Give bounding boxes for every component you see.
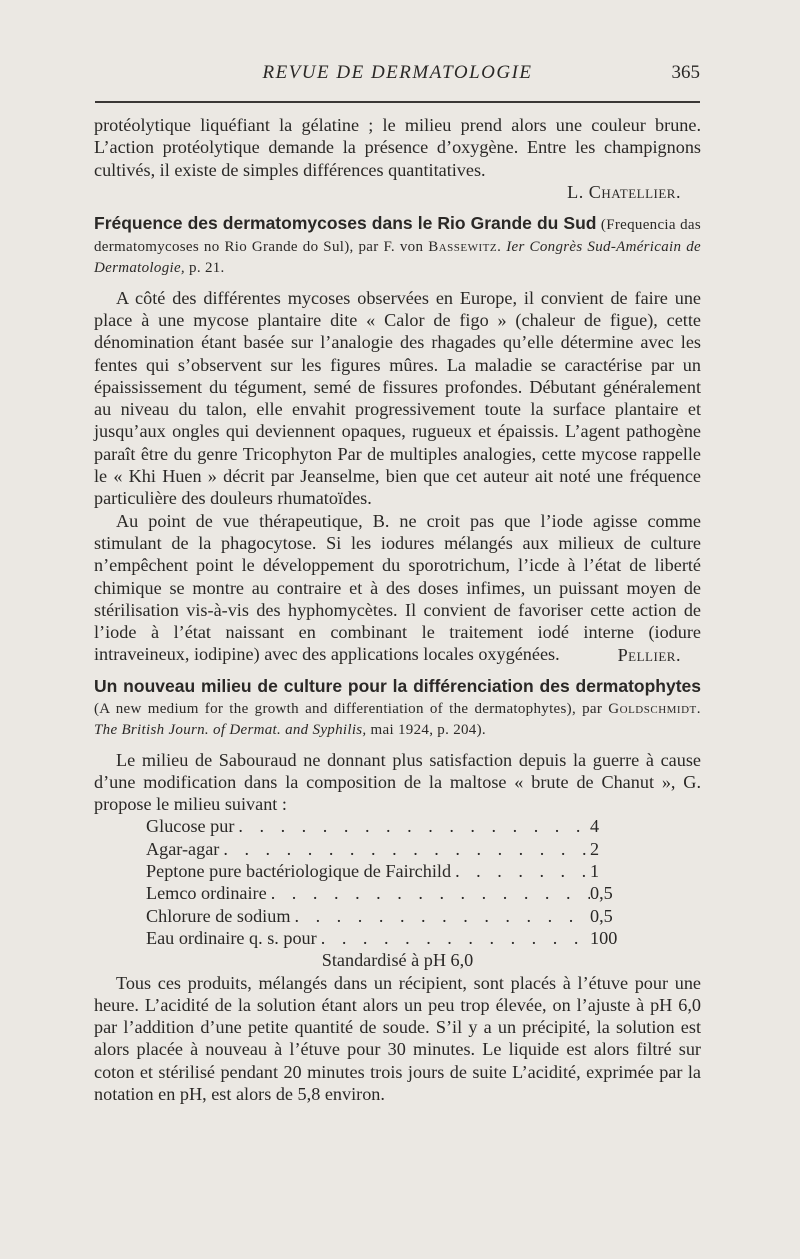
running-title: REVUE DE DERMATOLOGIE: [262, 62, 533, 83]
page-header: [95, 62, 700, 92]
standardised-line: Standardisé à pH 6,0: [321, 950, 474, 971]
article1-paragraph-2: Au point de vue thérapeutique, B. ne croit pas que l’iode agisse comme stimulant de la phagocytose. Si les iodures mélangés aux milieux de culture n’empêchent point le développement du sporotrichum, l’icde à l’état de liberté chimique se montre au contraire et à des doses infimes, un puissant moyen de stérilisation vis-à-vis des hyphomycètes. Il convient de favoriser cette action de l’iode à l’état naissant en combinant le traitement iodé interne (iodure intraveineux, iodipine) avec des applications locales oxygénées.: [94, 510, 701, 665]
reference-original-title-1: (Frequencia das dermatomycoses no Rio Grande do Sul), par F. von: [94, 217, 701, 255]
ingredient-quantity: 0,5: [590, 883, 613, 904]
article-heading-2: [94, 676, 701, 741]
ingredient-quantity: 1: [590, 861, 600, 882]
recipe-row: [146, 815, 622, 837]
ingredient-name: Eau ordinaire q. s. pour: [146, 927, 317, 948]
ingredient-quantity: 2: [590, 838, 600, 859]
article-title-2: Un nouveau milieu de culture pour la différenciation des dermatophytes: [94, 676, 701, 697]
article1-paragraph-1: A côté des différentes mycoses observées en Europe, il convient de faire une place à une mycose plantaire dite « Calor de figo » (chaleur de figue), cette dénomination étant basée sur l’analogie des rhagades qu’elle détermine avec les fentes qui s’observent sur les figures mûres. La maladie se caractérise par un épaississement du tégument, semé de fissures profondes. Débutant généralement au niveau du talon, elle envahit progressivement toute la surface plantaire et jusqu’aux ongles qui deviennent opaques, rugueux et épaissis. L’agent pathogène paraît être du genre Tricophyton Par de multiples analogies, cette mycose rappelle le « Khi Huen » décrit par Jeanselme, bien que cet auteur ait noté une fréquence particulière des douleurs rhumatoïdes.: [94, 287, 701, 509]
reference-author-2: Goldschmidt.: [608, 700, 701, 717]
article-title-1: Fréquence des dermatomycoses dans le Rio Grande du Sud: [94, 213, 597, 234]
reference-author-1: Bassewitz.: [428, 238, 502, 255]
page-body: [94, 114, 701, 1105]
ingredient-quantity: 0,5: [590, 905, 613, 926]
reference-original-title-2: (A new medium for the growth and differentiation of the dermatophytes), par: [94, 700, 603, 717]
reference-date-2: mai 1924, p. 204).: [370, 722, 486, 739]
reference-page-1: p. 21.: [189, 260, 225, 277]
page-number: 365: [671, 62, 700, 83]
ingredient-quantity: 4: [590, 816, 600, 837]
signature-chatellier: L. Chatellier.: [567, 181, 681, 202]
signature-pellier: Pellier.: [617, 644, 681, 665]
ingredient-name: Glucose pur: [146, 816, 235, 837]
article-heading-1: [94, 213, 701, 279]
article-reference-2: [94, 701, 701, 739]
article2-paragraph-1: Le milieu de Sabouraud ne donnant plus satisfaction depuis la guerre à cause d’une modification dans la composition de la maltose « brute de Chanut », G. propose le milieu suivant :: [94, 749, 701, 815]
header-rule: [95, 101, 700, 103]
recipe-row: [146, 905, 622, 927]
continued-paragraph: protéolytique liquéfiant la gélatine ; le milieu prend alors une couleur brune. L’action protéolytique demande la présence d’oxygène. Entre les champignons cultivés, il existe de simples différences quantitatives.: [94, 115, 701, 180]
ingredient-name: Lemco ordinaire: [146, 883, 267, 904]
recipe-row: [146, 860, 622, 882]
culture-medium-recipe: [146, 815, 622, 949]
ingredient-name: Chlorure de sodium: [146, 905, 291, 926]
recipe-row: [146, 882, 622, 904]
ingredient-quantity: 100: [590, 927, 618, 948]
ingredient-name: Agar-agar: [146, 838, 220, 859]
article2-paragraph-2: Tous ces produits, mélangés dans un récipient, sont placés à l’étuve pour une heure. L’acidité de la solution étant alors un peu trop élevée, on l’ajuste à pH 6,0 par l’addition d’une petite quantité de soude. S’il y a un précipité, la solution est alors placée à nouveau à l’étuve pour 30 minutes. Le liquide est alors filtré sur coton et stérilisé pendant 20 minutes trois jours de suite L’acidité, exprimée par la notation en pH, est alors de 5,8 environ.: [94, 972, 701, 1104]
reference-journal-2: The British Journ. of Dermat. and Syphilis,: [94, 722, 367, 739]
reference-congress-1: Ier Congrès Sud-Américain de Dermatologie,: [94, 238, 701, 277]
recipe-row: [146, 838, 622, 860]
recipe-row: [146, 927, 622, 949]
ingredient-name: Peptone pure bactériologique de Fairchild: [146, 861, 452, 882]
